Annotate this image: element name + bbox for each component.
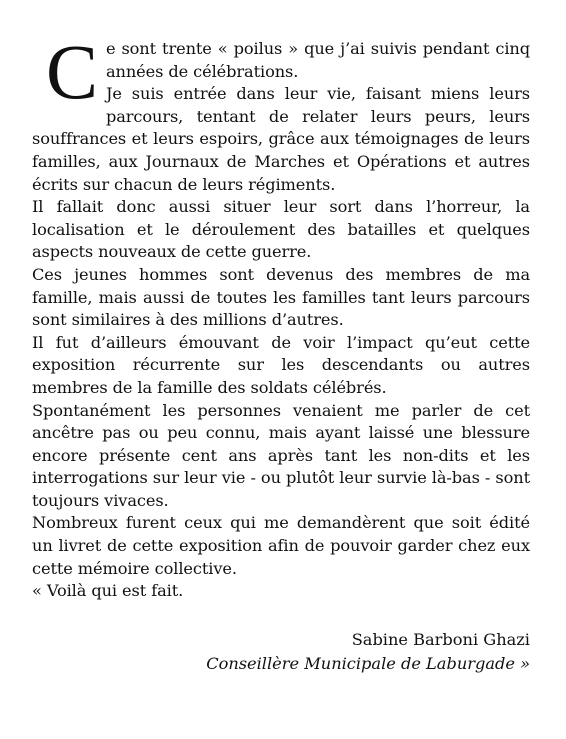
paragraph-intro: e sont trente « poilus » que j’ai suivis pendant cinq années de célébrations. [105, 39, 530, 81]
signature-name: Sabine Barboni Ghazi [351, 630, 530, 649]
signature-title: Conseillère Municipale de Laburgade » [206, 654, 530, 673]
paragraph-battles: Il fallait donc aussi situer leur sort dans l’horreur, la localisation et le déroulement des batailles et quelques aspects nouveaux de cette guerre. [32, 197, 530, 262]
signature-block [130, 628, 530, 676]
paragraph-closing: « Voilà qui est fait. [32, 581, 184, 601]
drop-cap-letter: C [46, 28, 98, 115]
paragraph-life: Je suis entrée dans leur vie, faisant miens leurs parcours, tentant de relater leurs peurs, leurs souffrances et leurs espoirs, grâce aux témoignages de leurs familles, aux Journaux de Marches et Opérations et autres écrits sur chacun de leurs régiments. [32, 84, 530, 194]
paragraph-exhibition: Il fut d’ailleurs émouvant de voir l’impact qu’eut cette exposition récurrente sur les descendants ou autres membres de la famille des soldats célébrés. [32, 332, 530, 397]
paragraph-booklet: Nombreux furent ceux qui me demandèrent que soit édité un livret de cette exposition afin de pouvoir garder chez eux cette mémoire collective. [32, 513, 530, 578]
body-text [32, 28, 530, 603]
paragraph-family: Ces jeunes hommes sont devenus des membres de ma famille, mais aussi de toutes les familles tant leurs parcours sont similaires à des millions d’autres. [32, 264, 530, 330]
paragraph-descendants: Spontanément les personnes venaient me parler de cet ancêtre pas ou peu connu, mais ayant laissé une blessure encore présente cent ans après tant les non-dits et les interrogations sur leur vie - ou plutôt leur survie là-bas - sont toujours vivaces. [32, 400, 530, 510]
